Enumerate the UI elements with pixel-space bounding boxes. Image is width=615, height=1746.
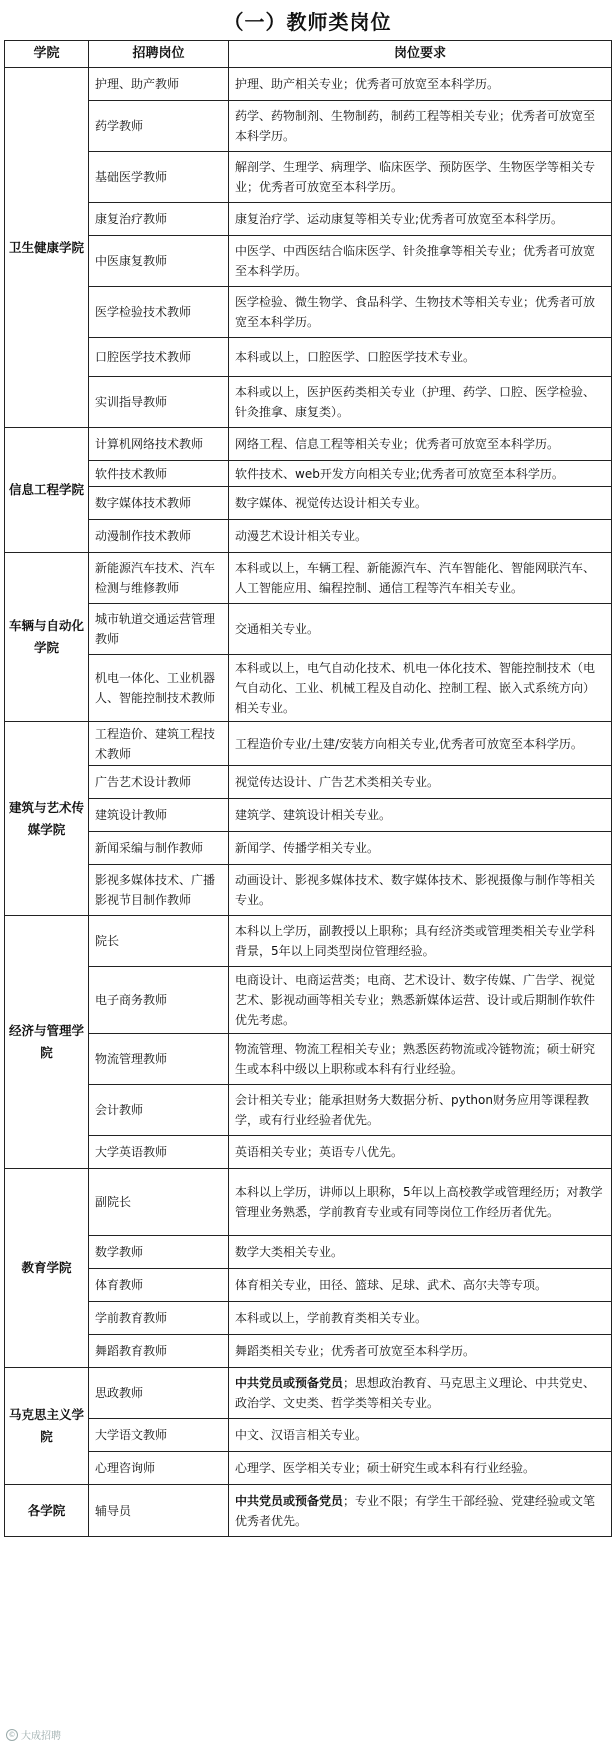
position-cell: 学前教育教师 bbox=[89, 1302, 229, 1335]
requirement-cell: 软件技术、web开发方向相关专业;优秀者可放宽至本科学历。 bbox=[229, 461, 612, 487]
table-row bbox=[5, 604, 612, 655]
requirement-cell: 动画设计、影视多媒体技术、数字媒体技术、影视摄像与制作等相关专业。 bbox=[229, 865, 612, 916]
requirement-cell: 本科以上学历，副教授以上职称；具有经济类或管理类相关专业学科背景，5年以上同类型岗位管理经验。 bbox=[229, 916, 612, 967]
college-cell: 车辆与自动化学院 bbox=[5, 553, 89, 722]
position-cell: 辅导员 bbox=[89, 1485, 229, 1537]
table-row bbox=[5, 338, 612, 377]
requirement-cell: 建筑学、建筑设计相关专业。 bbox=[229, 799, 612, 832]
position-cell: 体育教师 bbox=[89, 1269, 229, 1302]
table-row bbox=[5, 722, 612, 766]
position-cell: 大学语文教师 bbox=[89, 1419, 229, 1452]
position-cell: 城市轨道交通运营管理教师 bbox=[89, 604, 229, 655]
position-cell: 广告艺术设计教师 bbox=[89, 766, 229, 799]
requirement-cell: 动漫艺术设计相关专业。 bbox=[229, 520, 612, 553]
requirement-cell: 物流管理、物流工程相关专业；熟悉医药物流或冷链物流；硕士研究生或本科中级以上职称或本科有行业经验。 bbox=[229, 1034, 612, 1085]
position-cell: 药学教师 bbox=[89, 101, 229, 152]
requirement-cell: 本科或以上，医护医药类相关专业（护理、药学、口腔、医学检验、针灸推拿、康复类）。 bbox=[229, 377, 612, 428]
table-row bbox=[5, 799, 612, 832]
requirement-text: ；专业不限；有学生干部经验、党建经验或文笔优秀者优先。 bbox=[235, 1493, 596, 1528]
table-row bbox=[5, 1419, 612, 1452]
table-row bbox=[5, 1335, 612, 1368]
table-row bbox=[5, 1034, 612, 1085]
position-cell: 新能源汽车技术、汽车检测与维修教师 bbox=[89, 553, 229, 604]
position-cell: 计算机网络技术教师 bbox=[89, 428, 229, 461]
position-cell: 数学教师 bbox=[89, 1236, 229, 1269]
watermark-text: 大成招聘 bbox=[21, 1731, 61, 1742]
requirement-cell: 新闻学、传播学相关专业。 bbox=[229, 832, 612, 865]
header-college: 学院 bbox=[5, 41, 89, 68]
position-cell: 软件技术教师 bbox=[89, 461, 229, 487]
position-cell: 机电一体化、工业机器人、智能控制技术教师 bbox=[89, 655, 229, 722]
position-cell: 建筑设计教师 bbox=[89, 799, 229, 832]
requirement-cell: 网络工程、信息工程等相关专业；优秀者可放宽至本科学历。 bbox=[229, 428, 612, 461]
requirement-cell: 康复治疗学、运动康复等相关专业;优秀者可放宽至本科学历。 bbox=[229, 203, 612, 236]
table-row bbox=[5, 1085, 612, 1136]
table-row bbox=[5, 101, 612, 152]
requirement-cell: 电商设计、电商运营类；电商、艺术设计、数字传媒、广告学、视觉艺术、影视动画等相关专业；熟悉新媒体运营、设计或后期制作软件优先考虑。 bbox=[229, 967, 612, 1034]
page-title: （一）教师类岗位 bbox=[223, 10, 392, 34]
requirement-bold-text: 中共党员或预备党员 bbox=[235, 1376, 344, 1390]
table-row bbox=[5, 1236, 612, 1269]
requirement-cell: 工程造价专业/土建/安装方向相关专业,优秀者可放宽至本科学历。 bbox=[229, 722, 612, 766]
header-position: 招聘岗位 bbox=[89, 41, 229, 68]
requirement-cell: 药学、药物制剂、生物制药，制药工程等相关专业；优秀者可放宽至本科学历。 bbox=[229, 101, 612, 152]
position-cell: 院长 bbox=[89, 916, 229, 967]
table-row bbox=[5, 1452, 612, 1485]
table-row bbox=[5, 428, 612, 461]
table-row bbox=[5, 553, 612, 604]
requirement-cell: 英语相关专业；英语专八优先。 bbox=[229, 1136, 612, 1169]
table-row bbox=[5, 1169, 612, 1236]
table-header-row bbox=[5, 41, 612, 68]
table-row bbox=[5, 916, 612, 967]
requirement-cell: 数学大类相关专业。 bbox=[229, 1236, 612, 1269]
position-cell: 大学英语教师 bbox=[89, 1136, 229, 1169]
position-cell: 影视多媒体技术、广播影视节目制作教师 bbox=[89, 865, 229, 916]
requirement-cell: 心理学、医学相关专业；硕士研究生或本科有行业经验。 bbox=[229, 1452, 612, 1485]
college-cell: 各学院 bbox=[5, 1485, 89, 1537]
position-cell: 舞蹈教育教师 bbox=[89, 1335, 229, 1368]
table-row bbox=[5, 461, 612, 487]
college-cell: 马克思主义学院 bbox=[5, 1368, 89, 1485]
table-row bbox=[5, 1136, 612, 1169]
requirement-cell: 视觉传达设计、广告艺术类相关专业。 bbox=[229, 766, 612, 799]
requirement-cell: 体育相关专业，田径、篮球、足球、武术、高尔夫等专项。 bbox=[229, 1269, 612, 1302]
table-row bbox=[5, 68, 612, 101]
table-row bbox=[5, 236, 612, 287]
table-row bbox=[5, 1302, 612, 1335]
college-cell: 建筑与艺术传媒学院 bbox=[5, 722, 89, 916]
requirement-text: ；思想政治教育、马克思主义理论、中共党史、政治学、文史类、哲学类等相关专业。 bbox=[235, 1376, 596, 1410]
college-cell: 经济与管理学院 bbox=[5, 916, 89, 1169]
table-row bbox=[5, 377, 612, 428]
requirement-cell: 数字媒体、视觉传达设计相关专业。 bbox=[229, 487, 612, 520]
requirement-cell: 中文、汉语言相关专业。 bbox=[229, 1419, 612, 1452]
position-cell: 思政教师 bbox=[89, 1368, 229, 1419]
position-cell: 数字媒体技术教师 bbox=[89, 487, 229, 520]
college-cell: 教育学院 bbox=[5, 1169, 89, 1368]
requirement-cell: 医学检验、微生物学、食品科学、生物技术等相关专业；优秀者可放宽至本科学历。 bbox=[229, 287, 612, 338]
position-cell: 护理、助产教师 bbox=[89, 68, 229, 101]
position-cell: 副院长 bbox=[89, 1169, 229, 1236]
table-row bbox=[5, 1368, 612, 1419]
table-row bbox=[5, 152, 612, 203]
requirement-cell: 本科以上学历，讲师以上职称，5年以上高校教学或管理经历；对教学管理业务熟悉，学前教育专业或有同等岗位工作经历者优先。 bbox=[229, 1169, 612, 1236]
requirement-cell: 舞蹈类相关专业；优秀者可放宽至本科学历。 bbox=[229, 1335, 612, 1368]
requirement-cell: 会计相关专业；能承担财务大数据分析、python财务应用等课程教学，或有行业经验者优先。 bbox=[229, 1085, 612, 1136]
position-cell: 动漫制作技术教师 bbox=[89, 520, 229, 553]
position-cell: 工程造价、建筑工程技术教师 bbox=[89, 722, 229, 766]
requirement-cell: 交通相关专业。 bbox=[229, 604, 612, 655]
table-row bbox=[5, 1485, 612, 1537]
position-cell: 实训指导教师 bbox=[89, 377, 229, 428]
table-row bbox=[5, 1269, 612, 1302]
watermark bbox=[6, 1727, 61, 1742]
job-table bbox=[4, 40, 612, 1537]
position-cell: 新闻采编与制作教师 bbox=[89, 832, 229, 865]
requirement-cell: 中医学、中西医结合临床医学、针灸推拿等相关专业；优秀者可放宽至本科学历。 bbox=[229, 236, 612, 287]
table-row bbox=[5, 203, 612, 236]
requirement-cell: 护理、助产相关专业；优秀者可放宽至本科学历。 bbox=[229, 68, 612, 101]
header-requirement: 岗位要求 bbox=[229, 41, 612, 68]
position-cell: 会计教师 bbox=[89, 1085, 229, 1136]
requirement-cell: 解剖学、生理学、病理学、临床医学、预防医学、生物医学等相关专业；优秀者可放宽至本科学历。 bbox=[229, 152, 612, 203]
requirement-cell: 本科或以上，车辆工程、新能源汽车、汽车智能化、智能网联汽车、人工智能应用、编程控制、通信工程等汽车相关专业。 bbox=[229, 553, 612, 604]
requirement-cell bbox=[229, 1368, 612, 1419]
table-row bbox=[5, 487, 612, 520]
table-row bbox=[5, 655, 612, 722]
position-cell: 医学检验技术教师 bbox=[89, 287, 229, 338]
position-cell: 基础医学教师 bbox=[89, 152, 229, 203]
table-row bbox=[5, 766, 612, 799]
table-row bbox=[5, 287, 612, 338]
watermark-icon: © bbox=[6, 1729, 18, 1741]
position-cell: 康复治疗教师 bbox=[89, 203, 229, 236]
table-row bbox=[5, 967, 612, 1034]
requirement-bold-text: 中共党员或预备党员 bbox=[235, 1493, 344, 1508]
requirement-cell: 本科或以上，口腔医学、口腔医学技术专业。 bbox=[229, 338, 612, 377]
position-cell: 电子商务教师 bbox=[89, 967, 229, 1034]
requirement-cell: 本科或以上，学前教育类相关专业。 bbox=[229, 1302, 612, 1335]
position-cell: 口腔医学技术教师 bbox=[89, 338, 229, 377]
table-row bbox=[5, 520, 612, 553]
requirement-cell bbox=[229, 1485, 612, 1537]
table-row bbox=[5, 865, 612, 916]
position-cell: 心理咨询师 bbox=[89, 1452, 229, 1485]
college-cell: 卫生健康学院 bbox=[5, 68, 89, 428]
position-cell: 中医康复教师 bbox=[89, 236, 229, 287]
table-row bbox=[5, 832, 612, 865]
position-cell: 物流管理教师 bbox=[89, 1034, 229, 1085]
college-cell: 信息工程学院 bbox=[5, 428, 89, 553]
requirement-cell: 本科或以上，电气自动化技术、机电一体化技术、智能控制技术（电气自动化、工业、机械工程及自动化、控制工程、嵌入式系统方向）相关专业。 bbox=[229, 655, 612, 722]
